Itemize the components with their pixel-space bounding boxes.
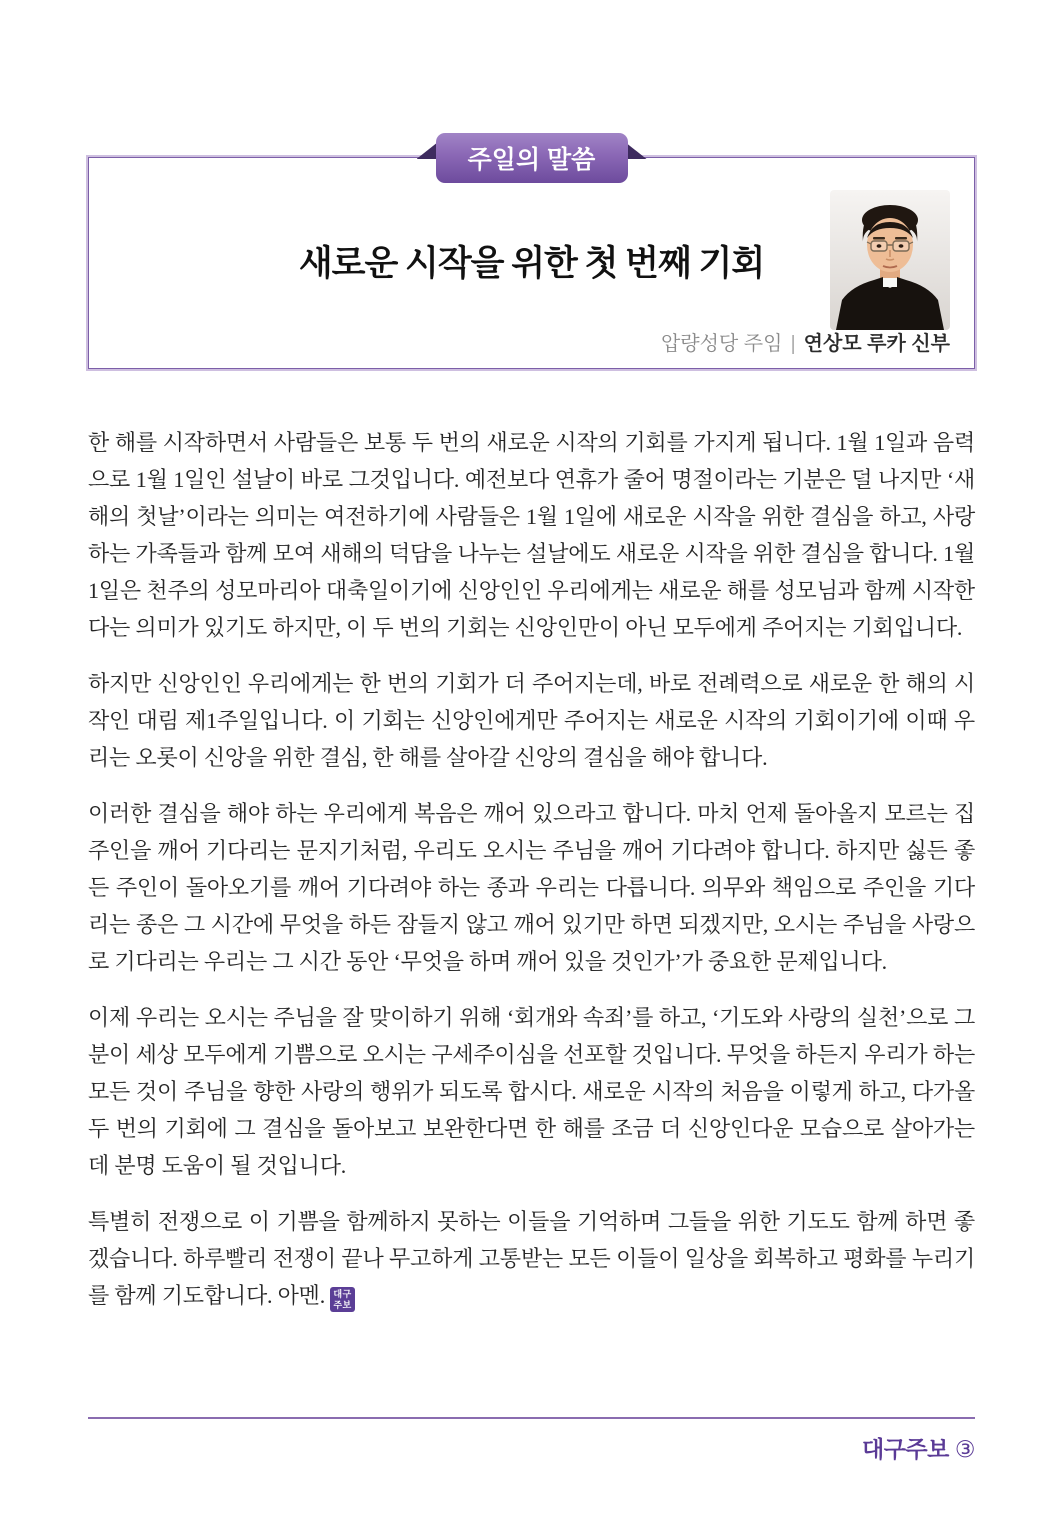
end-mark-line2: 주보 bbox=[333, 1300, 352, 1310]
byline bbox=[661, 327, 950, 356]
header-box bbox=[88, 146, 975, 369]
page-number: ③ bbox=[954, 1436, 975, 1462]
article-title: 새로운 시작을 위한 첫 번째 기회 bbox=[298, 244, 765, 283]
priest-portrait-drawing bbox=[830, 190, 950, 330]
footer-divider bbox=[88, 1417, 975, 1419]
byline-role: 압량성당 주임 bbox=[660, 333, 783, 355]
priest-portrait-photo bbox=[830, 190, 950, 330]
footer-label bbox=[88, 1431, 975, 1464]
paragraph: 한 해를 시작하면서 사람들은 보통 두 번의 새로운 시작의 기회를 가지게 됩니다. 1월 1일과 음력으로 1월 1일인 설날이 바로 그것입니다. 예전보다 연휴가 줄어 명절이라는 기분은 덜 나지만 ‘새해의 첫날’이라는 의미는 여전하기에 사람들은 1월 1일에 새로운 시작을 위한 결심을 하고, 사랑하는 가족들과 함께 모여 새해의 덕담을 나누는 설날에도 새로운 시작을 위한 결심을 합니다. 1월 1일은 천주의 성모마리아 대축일이기에 신앙인인 우리에게는 새로운 해를 성모님과 함께 시작한다는 의미가 있기도 하지만, 이 두 번의 기회는 신앙인만이 아닌 모두에게 주어지는 기회입니다. bbox=[88, 430, 975, 640]
closing-paragraph bbox=[88, 1203, 975, 1314]
ribbon-banner bbox=[436, 133, 628, 183]
paragraph: 이러한 결심을 해야 하는 우리에게 복음은 깨어 있으라고 합니다. 마치 언제 돌아올지 모르는 집주인을 깨어 기다리는 문지기처럼, 우리도 오시는 주님을 깨어 기다려야 합니다. 하지만 싫든 좋든 주인이 돌아오기를 깨어 기다려야 하는 종과 우리는 다릅니다. 의무와 책임으로 주인을 기다리는 종은 그 시간에 무엇을 하든 잠들지 않고 깨어 있기만 하면 되겠지만, 오시는 주님을 사랑으로 기다리는 우리는 그 시간 동안 ‘무엇을 하며 깨어 있을 것인가’가 중요한 문제입니다. bbox=[88, 801, 975, 974]
closing-text: 특별히 전쟁으로 이 기쁨을 함께하지 못하는 이들을 기억하며 그들을 위한 기도도 함께 하면 좋겠습니다. 하루빨리 전쟁이 끝나 무고하게 고통받는 모든 이들이 일상을 회복하고 평화를 누리기를 함께 기도합니다. 아멘. bbox=[88, 1209, 975, 1308]
bulletin-name: 대구주보 bbox=[862, 1436, 949, 1462]
page-footer bbox=[88, 1417, 975, 1464]
byline-separator: | bbox=[790, 333, 796, 355]
paragraph: 하지만 신앙인인 우리에게는 한 번의 기회가 더 주어지는데, 바로 전례력으로 새로운 한 해의 시작인 대림 제1주일입니다. 이 기회는 신앙인에게만 주어지는 새로운 시작의 기회이기에 이때 우리는 오롯이 신앙을 위한 결심, 한 해를 살아갈 신앙의 결심을 해야 합니다. bbox=[88, 671, 975, 770]
byline-name: 연상모 루카 신부 bbox=[803, 333, 950, 355]
article-body bbox=[88, 424, 975, 1333]
ribbon-label: 주일의 말씀 bbox=[467, 146, 596, 174]
paragraph: 이제 우리는 오시는 주님을 잘 맞이하기 위해 ‘회개와 속죄’를 하고, ‘기도와 사랑의 실천’으로 그분이 세상 모두에게 기쁨으로 오시는 구세주이심을 선포할 것입니다. 무엇을 하든지 우리가 하는 모든 것이 주님을 향한 사랑의 행위가 되도록 합시다. 새로운 시작의 처음을 이렇게 하고, 다가올 두 번의 기회에 그 결심을 돌아보고 보완한다면 한 해를 조금 더 신앙인다운 모습으로 살아가는 데 분명 도움이 될 것입니다. bbox=[88, 1005, 975, 1178]
end-mark-line1: 대구 bbox=[333, 1289, 352, 1299]
daegu-jubo-end-mark-icon bbox=[330, 1287, 355, 1312]
sunday-word-ribbon bbox=[436, 133, 628, 183]
paragraph-list bbox=[88, 424, 975, 1184]
